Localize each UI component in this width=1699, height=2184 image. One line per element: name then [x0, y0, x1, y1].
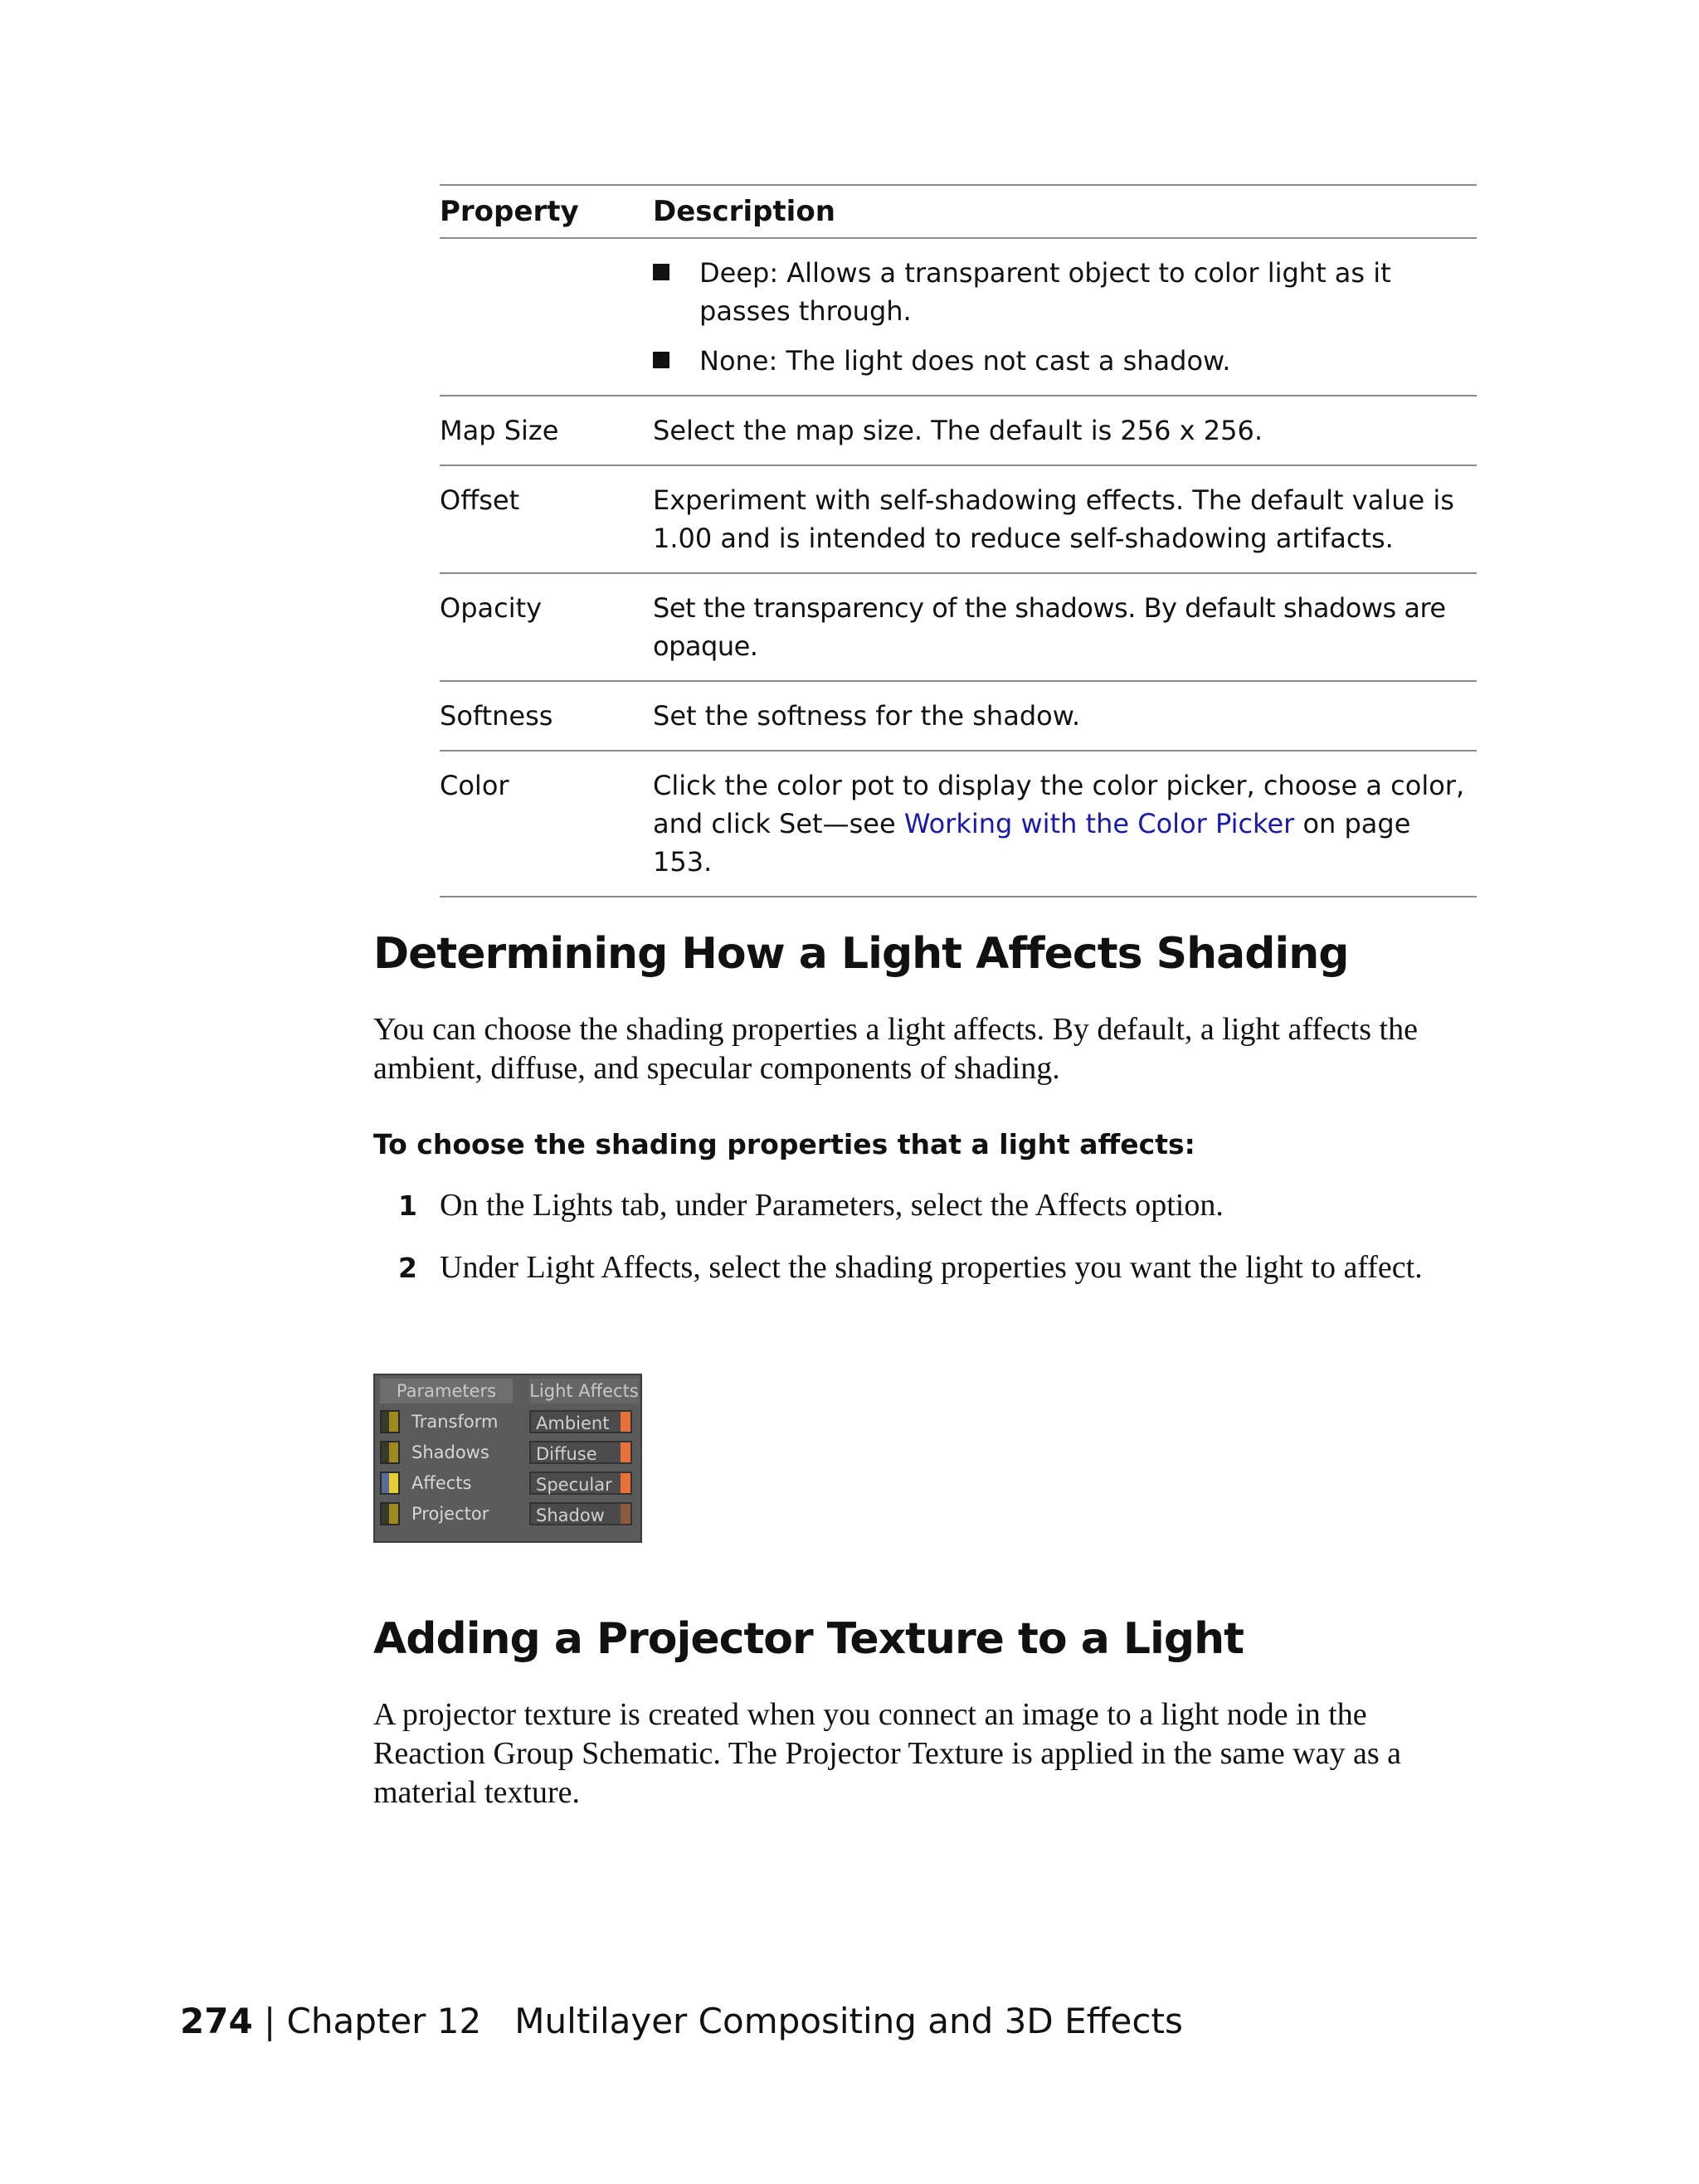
affect-shadow-toggle[interactable]: Shadow — [529, 1502, 632, 1525]
param-label: Transform — [411, 1412, 499, 1432]
step-text: Under Light Affects, select the shading properties you want the light to affect. — [440, 1250, 1423, 1285]
toggle-indicator-icon — [380, 1471, 400, 1495]
table-cell-property: Softness — [440, 700, 553, 732]
step-number: 2 — [398, 1252, 417, 1284]
chapter-title: Chapter 12 Multilayer Compositing and 3D Effects — [286, 2001, 1183, 2041]
table-row-map-size — [440, 396, 1477, 466]
light-affects-header: Light Affects — [529, 1379, 639, 1403]
step-text: On the Lights tab, under Parameters, select the Affects option. — [440, 1188, 1224, 1223]
table-cell-description: Select the map size. The default is 256 x 256. — [653, 415, 1263, 446]
table-cell-description: Set the softness for the shadow. — [653, 700, 1081, 732]
page-number: 274 — [180, 2001, 253, 2041]
square-bullet-icon — [653, 264, 669, 280]
table-row-opacity — [440, 574, 1477, 682]
table-cell-property — [440, 239, 653, 395]
footer-separator: | — [252, 2001, 287, 2041]
column-header-description: Description — [653, 195, 835, 228]
color-picker-link[interactable]: Working with the Color Picker — [903, 808, 1295, 839]
table-row-shadow-types — [440, 239, 1477, 396]
param-label: Shadows — [411, 1442, 489, 1462]
description-text: on page 153. — [653, 808, 1411, 878]
square-bullet-icon — [653, 352, 669, 368]
step-number: 1 — [398, 1189, 417, 1222]
param-label: Projector — [411, 1504, 489, 1524]
toggle-indicator-icon — [380, 1502, 400, 1525]
page-footer — [180, 2001, 1183, 2041]
param-shadows-button[interactable] — [380, 1439, 513, 1466]
procedure-steps — [373, 1186, 1485, 1311]
affect-ambient-toggle[interactable]: Ambient — [529, 1410, 632, 1433]
table-cell-property: Offset — [440, 484, 520, 516]
table-cell-description: Experiment with self-shadowing effects. The default value is 1.00 and is intended to reduce self-shadowing artifacts. — [653, 484, 1454, 554]
section-heading-projector: Adding a Projector Texture to a Light — [373, 1614, 1244, 1664]
table-header-row — [440, 186, 1477, 239]
table-row-softness — [440, 682, 1477, 752]
light-affects-panel — [373, 1374, 642, 1543]
property-table — [440, 184, 1477, 897]
affect-diffuse-toggle[interactable]: Diffuse — [529, 1441, 632, 1464]
description-text: Click the color pot to display the color picker, choose a color, and click Set—see — [653, 770, 1465, 839]
param-label: Affects — [411, 1473, 472, 1493]
table-cell-property: Color — [440, 770, 509, 801]
section-heading-shading: Determining How a Light Affects Shading — [373, 929, 1349, 979]
affect-specular-toggle[interactable]: Specular — [529, 1471, 632, 1495]
table-cell-property: Map Size — [440, 415, 559, 446]
toggle-indicator-icon — [380, 1410, 400, 1433]
table-cell-description: Set the transparency of the shadows. By default shadows are opaque. — [653, 592, 1446, 662]
section-body-paragraph: A projector texture is created when you connect an image to a light node in the Reaction Group Schematic. The Projector Texture is applied in the same way as a material texture. — [373, 1697, 1402, 1810]
column-header-property: Property — [440, 195, 579, 228]
list-item — [373, 1186, 1485, 1225]
param-projector-button[interactable] — [380, 1501, 513, 1527]
list-item — [373, 1248, 1485, 1287]
table-row-offset — [440, 466, 1477, 574]
param-transform-button[interactable] — [380, 1408, 513, 1435]
table-cell-description — [653, 752, 1477, 896]
section-intro-paragraph: You can choose the shading properties a light affects. By default, a light affects the ambient, diffuse, and specular components of shading. — [373, 1012, 1418, 1086]
table-cell-description — [653, 239, 1477, 395]
bullet-text: None: The light does not cast a shadow. — [699, 345, 1231, 377]
procedure-title: To choose the shading properties that a light affects: — [373, 1128, 1195, 1160]
param-affects-button[interactable] — [380, 1470, 513, 1496]
toggle-indicator-icon — [380, 1441, 400, 1464]
bullet-item-deep — [653, 254, 1477, 330]
table-row-color — [440, 752, 1477, 897]
parameters-header: Parameters — [380, 1379, 513, 1403]
table-cell-property: Opacity — [440, 592, 543, 624]
bullet-text: Deep: Allows a transparent object to color light as it passes through. — [699, 257, 1391, 327]
bullet-item-none — [653, 342, 1477, 380]
